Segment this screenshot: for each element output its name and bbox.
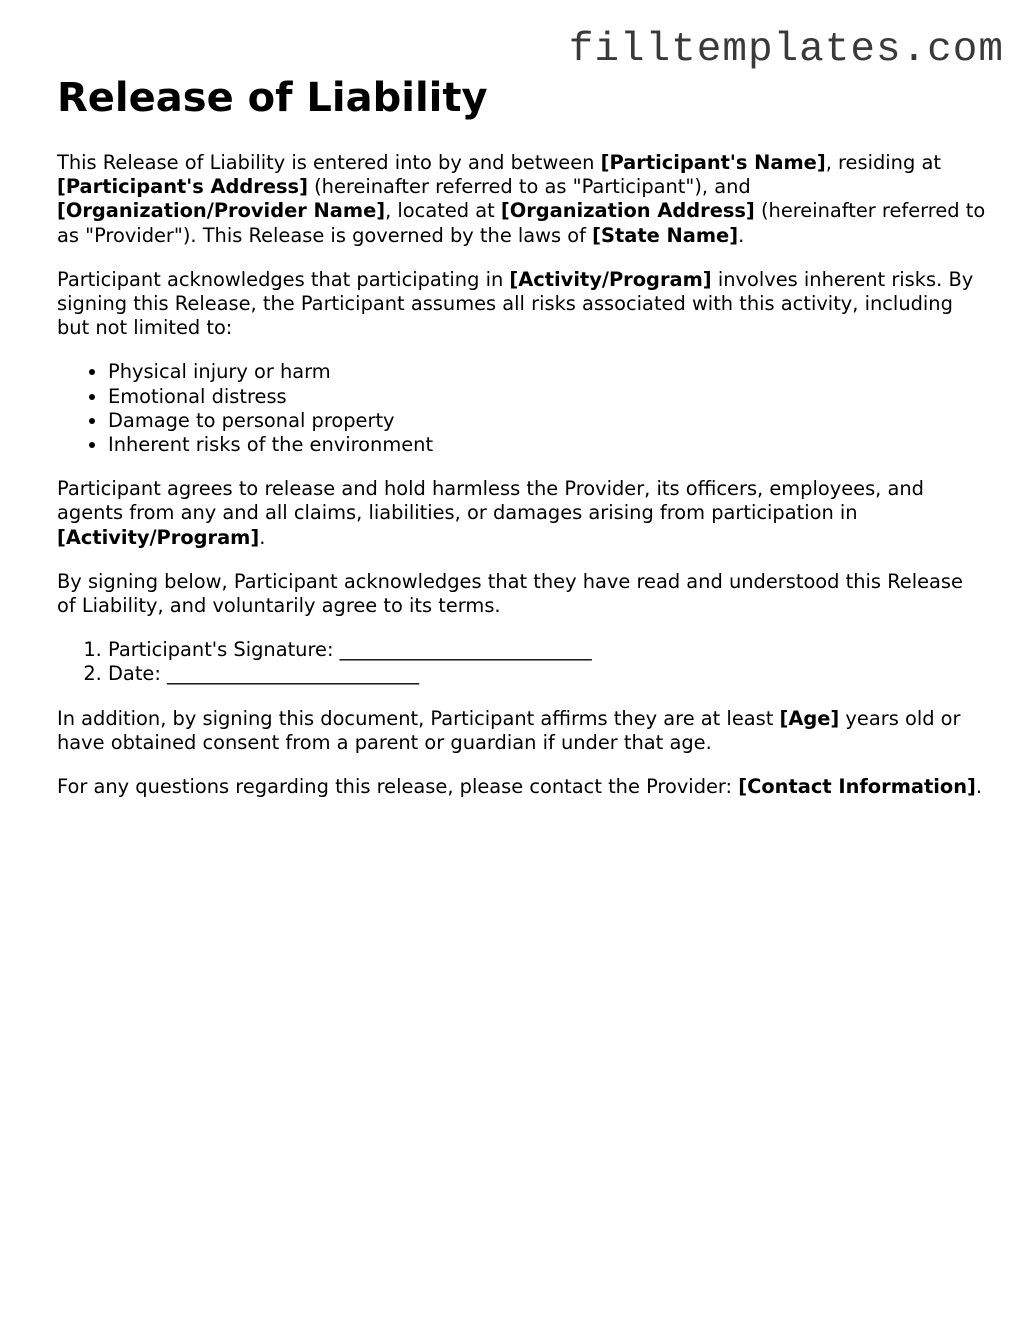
placeholder-organization-address: [Organization Address]: [500, 199, 755, 223]
signature-list: [57, 638, 987, 686]
age-text-2: years old or have obtained consent from a parent or guardian if under that age.: [57, 706, 961, 754]
placeholder-activity: [Activity/Program]: [509, 267, 712, 291]
risks-list: [57, 360, 987, 457]
placeholder-provider-name: [Organization/Provider Name]: [57, 199, 386, 223]
release-text-2: .: [259, 525, 266, 549]
date-field: 2. Date: __________________________: [108, 662, 987, 686]
risks-intro-text-2: involves inherent risks. By signing this Release, the Participant assumes all risks associated with this activity, including but not limited to:: [57, 267, 974, 340]
risk-item: • Physical injury or harm: [108, 360, 987, 384]
placeholder-age: [Age]: [779, 706, 840, 730]
risks-intro-text-1: Participant acknowledges that participating in: [57, 267, 510, 291]
document: [57, 0, 987, 799]
placeholder-participant-name: [Participant's Name]: [600, 151, 826, 174]
placeholder-activity: [Activity/Program]: [57, 525, 260, 549]
intro-paragraph: [57, 151, 987, 248]
contact-text-1: For any questions regarding this release, please contact the Provider:: [57, 775, 739, 799]
age-paragraph: [57, 707, 987, 755]
page-title: Release of Liability: [57, 75, 488, 121]
intro-text-3: (hereinafter referred to as "Participant"), and: [307, 175, 751, 199]
watermark: filltemplates.com: [568, 27, 1004, 73]
placeholder-state-name: [State Name]: [592, 223, 739, 247]
age-text-1: In addition, by signing this document, Participant affirms they are at least: [57, 706, 780, 730]
placeholder-participant-address: [Participant's Address]: [57, 175, 308, 199]
risks-intro-paragraph: [57, 268, 987, 341]
intro-text-4: , located at: [385, 199, 501, 223]
risk-item: • Damage to personal property: [108, 409, 987, 433]
risk-item: • Emotional distress: [108, 385, 987, 409]
signature-field: 1. Participant's Signature: __________________________: [108, 638, 987, 662]
contact-paragraph: [57, 775, 987, 799]
risk-item: • Inherent risks of the environment: [108, 433, 987, 457]
placeholder-contact-information: [Contact Information]: [738, 775, 976, 799]
contact-text-2: .: [975, 775, 983, 799]
intro-text-1: This Release of Liability is entered into by and between: [57, 151, 601, 174]
intro-text-5: (hereinafter referred to as "Provider"). This Release is governed by the laws of: [57, 199, 986, 247]
release-paragraph: [57, 477, 987, 550]
acknowledgement-paragraph: By signing below, Participant acknowledges that they have read and understood this Release of Liability, and voluntarily agree to its terms.: [57, 569, 963, 618]
intro-text-2: , residing at: [825, 151, 941, 174]
intro-text-6: .: [738, 223, 745, 247]
release-text-1: Participant agrees to release and hold harmless the Provider, its officers, employees, and agents from any and all claims, liabilities, or damages arising from participation in: [57, 477, 924, 525]
